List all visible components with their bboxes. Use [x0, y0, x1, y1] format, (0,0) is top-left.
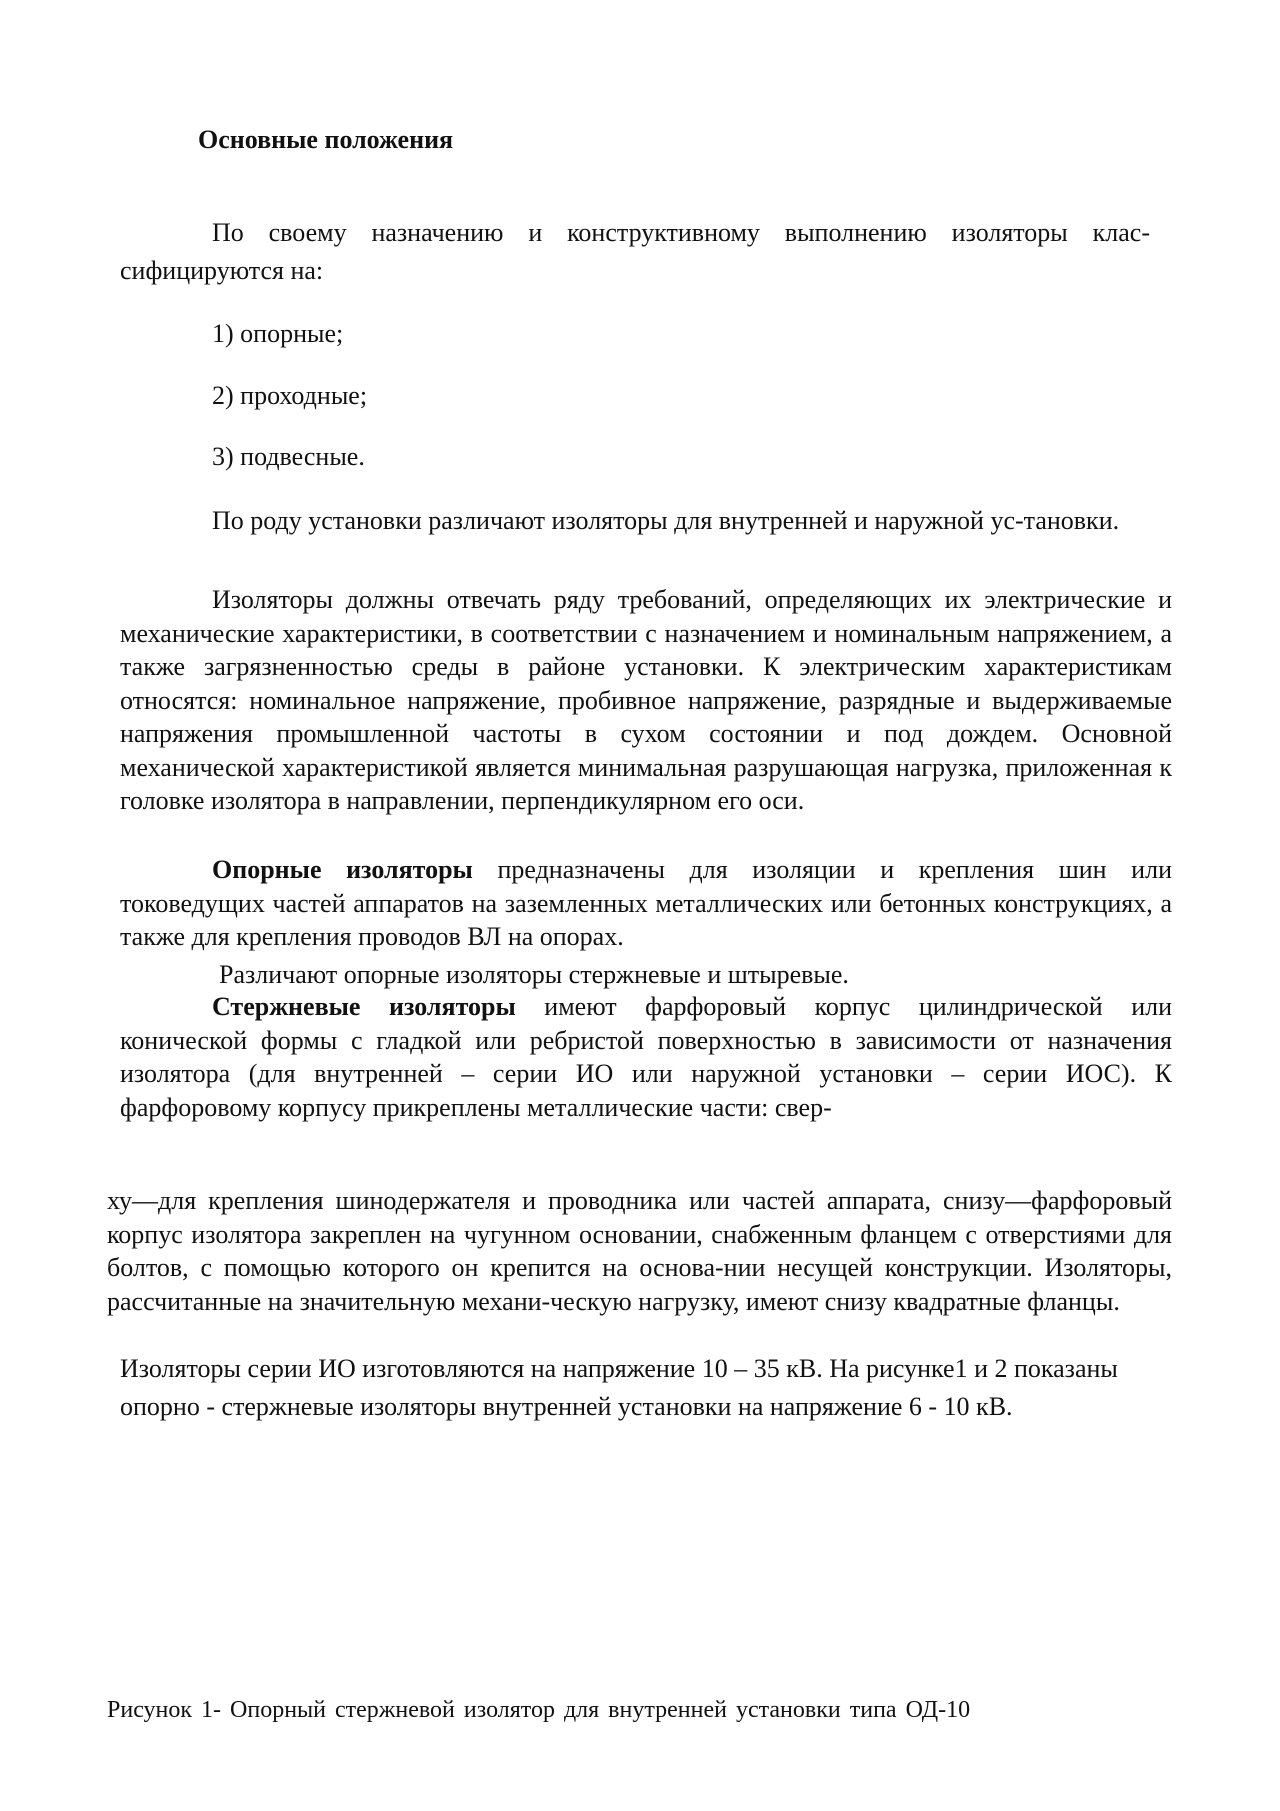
- figure-caption: Рисунок 1- Опорный стержневой изолятор для внутренней установки типа ОД-10: [107, 1697, 971, 1723]
- continuation-paragraph: ху—для крепления шинодержателя и проводника или частей аппарата, снизу—фарфоровый корпус изолятора закреплен на чугунном основании, снабженным фланцем с отверстиями для болтов, с помощью которого он крепится на основа-нии несущей конструкции. Изоляторы, рассчитанные на значительную механи-ческую нагрузку, имеют снизу квадратные фланцы.: [107, 1186, 1172, 1316]
- section-heading: Основные положения: [198, 125, 454, 154]
- list-item-2: 2) проходные;: [212, 381, 368, 410]
- distinguish-paragraph: Различают опорные изоляторы стержневые и штыревые.: [219, 960, 849, 989]
- rod-insulators-paragraph: [120, 990, 1172, 1124]
- intro-paragraph: По своему назначению и конструктивному выполнению изоляторы клас-сифицируются на:: [120, 218, 1150, 285]
- support-insulators-term: Опорные изоляторы: [212, 855, 473, 884]
- series-paragraph: Изоляторы серии ИО изготовляются на напряжение 10 – 35 кВ. На рисунке1 и 2 показаны опорно - стержневые изоляторы внутренней установки на напряжение 6 - 10 кВ.: [120, 1354, 1118, 1421]
- list-item-3: 3) подвесные.: [212, 442, 365, 471]
- rod-insulators-text: имеют фарфоровый корпус цилиндрической или конической формы с гладкой или ребристой поверхностью в зависимости от назначения изолятора (для внутренней – серии ИО или наружной установки – серии ИОС). К фарфоровому корпусу прикреплены металлические части: свер-: [120, 992, 1172, 1122]
- list-item-1: 1) опорные;: [212, 319, 344, 348]
- support-insulators-text: предназначены для изоляции и крепления шин или токоведущих частей аппаратов на заземленных металлических или бетонных конструкциях, а также для крепления проводов ВЛ на опорах.: [120, 855, 1172, 951]
- requirements-paragraph: Изоляторы должны отвечать ряду требований, определяющих их электрические и механические характеристики, в соответствии с назначением и номинальным напряжением, а также загрязненностью среды в районе установки. К электрическим характеристикам относятся: номинальное напряжение, пробивное напряжение, разрядные и выдерживаемые напряжения промышленной частоты в сухом состоянии и под дождем. Основной механической характеристикой является минимальная разрушающая нагрузка, приложенная к головке изолятора в направлении, перпендикулярном его оси.: [120, 585, 1172, 815]
- support-insulators-paragraph: [120, 853, 1172, 954]
- rod-insulators-term: Стержневые изоляторы: [212, 992, 516, 1021]
- installation-paragraph: По роду установки различают изоляторы для внутренней и наружной ус-тановки.: [212, 506, 1120, 535]
